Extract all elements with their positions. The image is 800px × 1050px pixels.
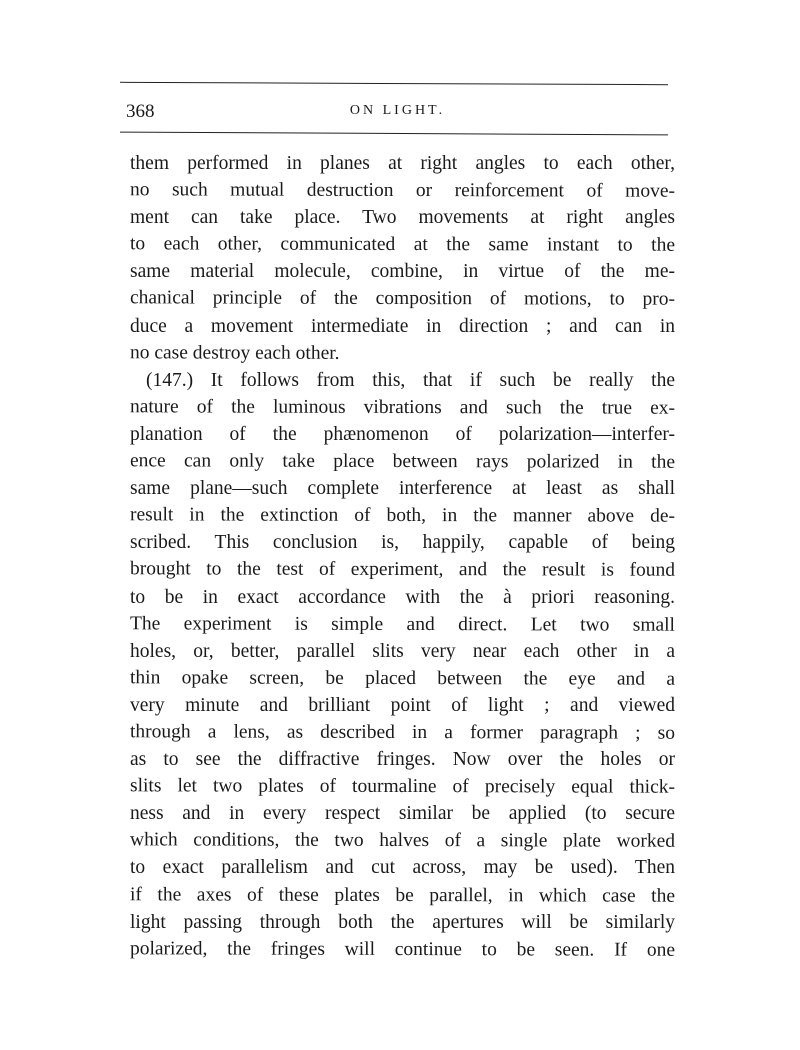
text-line: same plane—such complete interference at least as shall	[130, 478, 675, 500]
page-number: 368	[126, 101, 155, 122]
text-line: ence can only take place between rays polarized in the	[129, 450, 676, 473]
text-line: to exact parallelism and cut across, may be used). Then	[130, 857, 675, 879]
text-line: same material molecule, combine, in virtue of the me-	[130, 261, 675, 283]
text-line: holes, or, better, parallel slits very near each other in a	[130, 640, 675, 662]
text-line: result in the extinction of both, in the manner above de-	[129, 504, 676, 527]
header-rule-top	[120, 82, 668, 85]
text-line: which conditions, the two halves of a single plate worked	[129, 829, 676, 853]
text-line: planation of the phænomenon of polarization—interfer-	[130, 423, 675, 445]
text-line: The experiment is simple and direct. Let two small	[129, 612, 676, 636]
text-line: duce a movement intermediate in direction ; and can in	[130, 315, 675, 337]
running-head: ON LIGHT.	[349, 103, 446, 118]
text-line: to be in exact accordance with the à priori reasoning.	[130, 586, 675, 608]
text-line: polarized, the fringes will continue to be seen. If one	[129, 938, 676, 961]
text-line: no case destroy each other.	[129, 341, 340, 364]
body-text	[130, 150, 675, 963]
text-line: very minute and brilliant point of light ; and viewed	[130, 694, 675, 716]
text-line: slits let two plates of tourmaline of precisely equal thick-	[129, 775, 676, 798]
text-line: chanical principle of the composition of motions, to pro-	[129, 287, 676, 311]
header-rule-bottom	[120, 132, 668, 136]
text-line: them performed in planes at right angles to each other,	[130, 153, 675, 174]
text-line: brought to the test of experiment, and the result is found	[129, 558, 676, 582]
text-line: to each other, communicated at the same instant to the	[129, 233, 676, 256]
page-header	[120, 95, 675, 129]
text-line: ment can take place. Two movements at right angles	[130, 207, 675, 229]
text-line: scribed. This conclusion is, happily, capable of being	[130, 532, 675, 554]
text-line: thin opake screen, be placed between the eye and a	[129, 667, 676, 690]
text-line: through a lens, as described in a former paragraph ; so	[129, 721, 676, 744]
text-line: ness and in every respect similar be applied (to secure	[130, 803, 675, 825]
text-line: if the axes of these plates be parallel, in which case the	[129, 883, 676, 907]
text-line: no such mutual destruction or reinforcement of move-	[129, 179, 676, 202]
paragraph-start-line: (147.) It follows from this, that if such be really the	[146, 369, 675, 391]
text-line: nature of the luminous vibrations and such the true ex-	[129, 396, 676, 419]
text-line: as to see the diffractive fringes. Now over the holes or	[130, 749, 675, 771]
text-line: light passing through both the apertures will be similarly	[130, 911, 675, 933]
